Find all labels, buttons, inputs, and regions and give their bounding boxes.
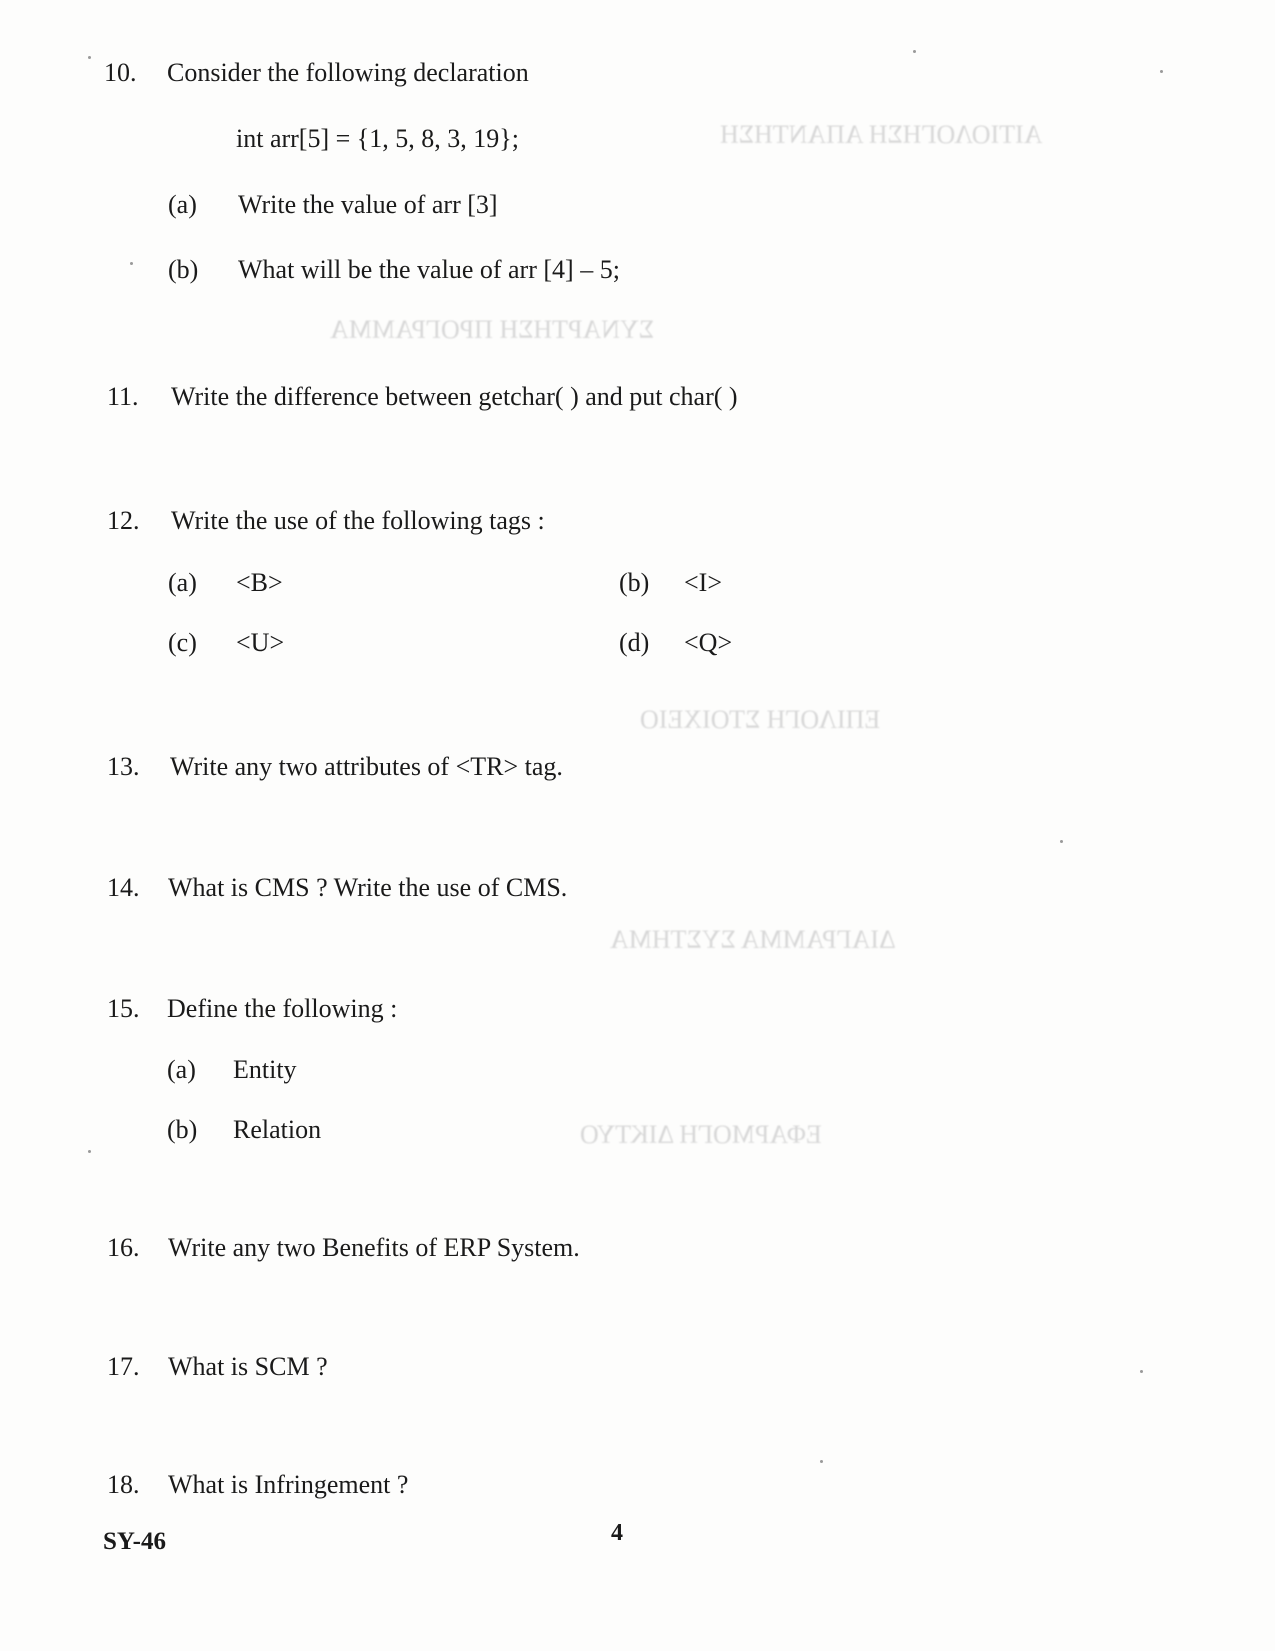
part-label: (a): [168, 190, 197, 219]
question-text: Consider the following declaration: [167, 58, 529, 87]
question-text: What is CMS ? Write the use of CMS.: [168, 873, 568, 902]
part-label: (b): [619, 568, 650, 597]
question-number: 11.: [107, 382, 139, 411]
scan-speck: [1160, 70, 1163, 73]
bleed-through-text: ΕΠΙΛΟΓΗ ΣΤΟΙΧΕΙΟ: [640, 705, 881, 734]
scan-speck: [88, 1150, 91, 1153]
question-text: Define the following :: [167, 994, 398, 1023]
question-number: 17.: [107, 1352, 140, 1381]
tag-text: <U>: [236, 628, 285, 657]
question-number: 12.: [107, 506, 140, 535]
bleed-through-text: ΑΙΤΙΟΛΟΓΗΣΗ ΑΠΑΝΤΗΣΗ: [720, 120, 1043, 149]
scan-speck: [1140, 1370, 1143, 1373]
part-label: (c): [168, 628, 197, 657]
part-label: (b): [168, 255, 199, 284]
part-text: What will be the value of arr [4] – 5;: [238, 255, 620, 284]
question-text: What is Infringement ?: [168, 1470, 409, 1499]
part-text: Write the value of arr [3]: [238, 190, 498, 219]
question-number: 16.: [107, 1233, 140, 1262]
question-text: Write the use of the following tags :: [171, 506, 545, 535]
question-text: Write any two attributes of <TR> tag.: [170, 752, 563, 781]
question-number: 10.: [104, 58, 137, 87]
tag-text: <Q>: [684, 628, 733, 657]
part-label: (d): [619, 628, 650, 657]
question-number: 13.: [107, 752, 140, 781]
scan-speck: [88, 56, 91, 59]
part-label: (a): [167, 1055, 196, 1084]
paper-code: SY-46: [103, 1528, 166, 1555]
scan-speck: [913, 50, 916, 53]
part-text: Entity: [233, 1055, 297, 1084]
question-text: What is SCM ?: [168, 1352, 328, 1381]
question-text: Write any two Benefits of ERP System.: [168, 1233, 580, 1262]
question-number: 18.: [107, 1470, 140, 1499]
scan-speck: [820, 1460, 823, 1463]
part-label: (a): [168, 568, 197, 597]
bleed-through-text: ΣΥΝΑΡΤΗΣΗ ΠΡΟΓΡΑΜΜΑ: [330, 315, 654, 344]
tag-text: <I>: [684, 568, 722, 597]
bleed-through-text: ΕΦΑΡΜΟΓΗ ΔΙΚΤΥΟ: [580, 1120, 822, 1149]
question-number: 14.: [107, 873, 140, 902]
question-number: 15.: [107, 994, 140, 1023]
tag-text: <B>: [236, 568, 283, 597]
question-text: Write the difference between getchar( ) and put char( ): [171, 382, 738, 411]
page-number: 4: [611, 1520, 623, 1546]
part-text: Relation: [233, 1115, 322, 1144]
scan-speck: [130, 262, 133, 265]
part-label: (b): [167, 1115, 198, 1144]
code-declaration: int arr[5] = {1, 5, 8, 3, 19};: [236, 124, 519, 153]
bleed-through-text: ΔΙΑΓΡΑΜΜΑ ΣΥΣΤΗΜΑ: [610, 925, 896, 954]
scan-speck: [1060, 840, 1063, 843]
